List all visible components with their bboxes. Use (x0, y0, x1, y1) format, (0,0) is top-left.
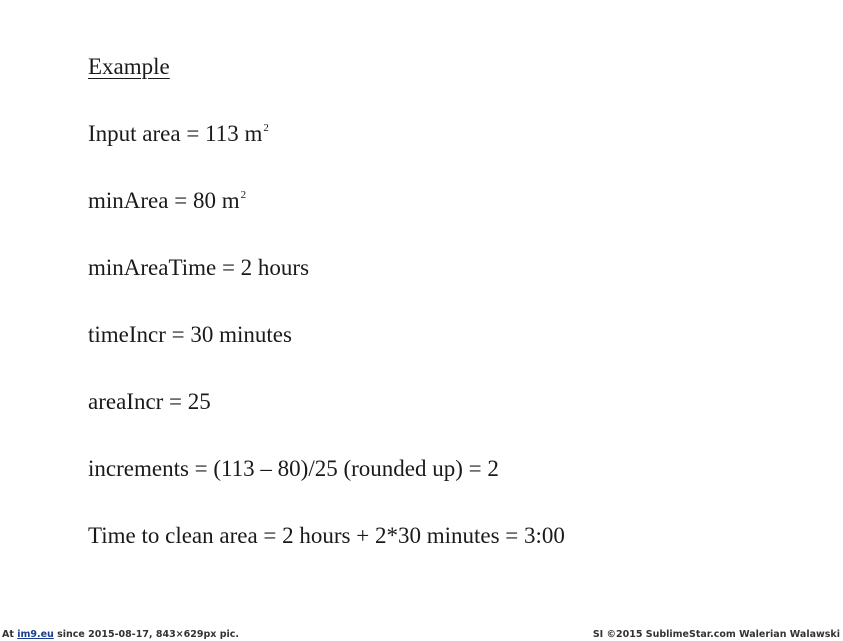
increments-line: increments = (113 – 80)/25 (rounded up) = 2 (88, 456, 499, 481)
input-area-text: Input area = 113 m (88, 121, 263, 146)
footer-left-credit (2, 628, 239, 641)
min-area-exponent: 2 (240, 189, 247, 201)
time-incr-line: timeIncr = 30 minutes (88, 322, 292, 347)
input-area-exponent: 2 (263, 122, 269, 134)
footer-prefix: At (2, 629, 18, 640)
footer-right-credit: SI ©2015 SublimeStar.com Walerian Walawski (592, 629, 840, 640)
footer-bar (0, 628, 843, 641)
im9-link[interactable]: im9.eu (17, 629, 54, 640)
input-area-line (88, 120, 269, 148)
area-incr-line: areaIncr = 25 (88, 389, 211, 414)
min-area-text: minArea = 80 m (88, 188, 240, 213)
min-area-line (88, 187, 246, 215)
example-heading: Example (88, 54, 170, 79)
time-to-clean-line: Time to clean area = 2 hours + 2*30 minutes = 3:00 (88, 523, 565, 548)
footer-suffix: since 2015-08-17, 843×629px pic. (53, 629, 239, 640)
min-area-time-line: minAreaTime = 2 hours (88, 255, 310, 280)
